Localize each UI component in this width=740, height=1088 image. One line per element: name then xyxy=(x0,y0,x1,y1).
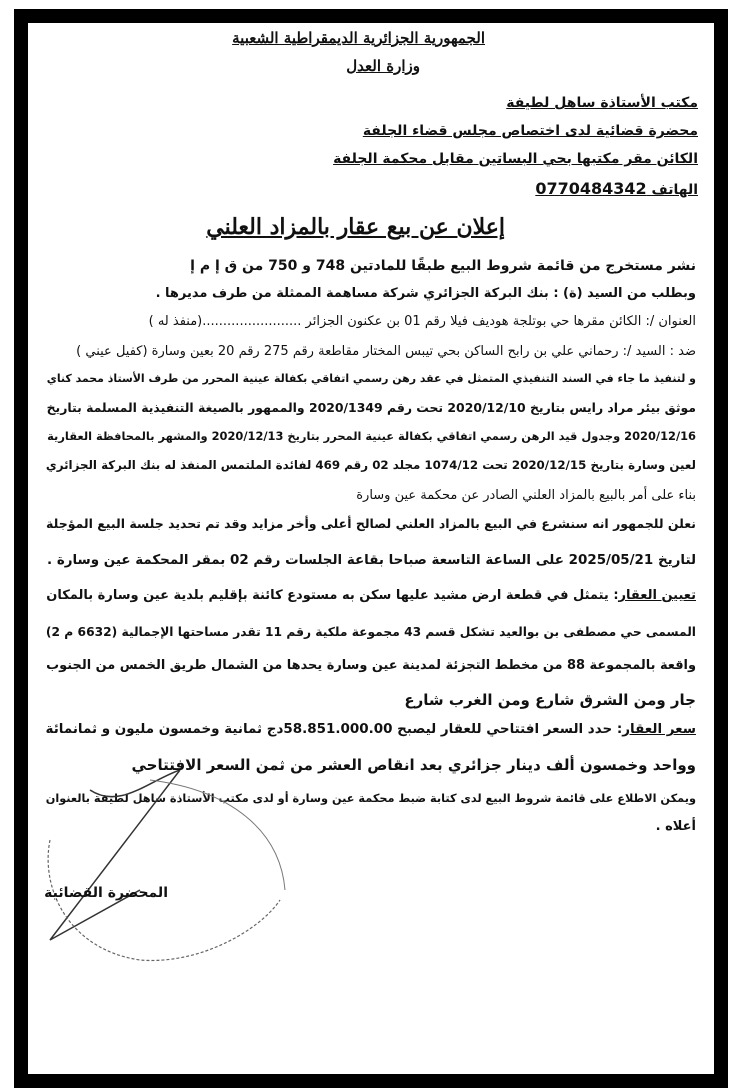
office-name: مكتب الأستاذة ساهل لطيفة xyxy=(506,95,698,111)
body-line-9: بناء على أمر بالبيع بالمزاد العلني الصادر عن محكمة عين وسارة xyxy=(356,488,696,503)
document-frame xyxy=(14,9,728,1088)
property-description-line-4: جار ومن الشرق شارع ومن الغرب شارع xyxy=(404,691,696,709)
property-label: تعيين العقار xyxy=(618,588,696,603)
consultation-line-1: ويمكن الاطلاع على قائمة شروط البيع لدى كتابة ضبط محكمة عين وسارة أو لدى مكتب الأستاذة ساهل لطيفة بالعنوان xyxy=(45,792,696,805)
consultation-line-2: أعلاه . xyxy=(655,819,696,834)
body-line-3: العنوان /: الكائن مقرها حي بوتلجة هوديف فيلا رقم 01 بن عكنون الجزائر ........................(منفذ له ) xyxy=(148,314,696,329)
body-line-4: ضد : السيد /: رحماني علي بن رابح الساكن بحي تيبس المختار مقاطعة رقم 275 رقم 20 بعين وسارة (كفيل عيني ) xyxy=(76,344,696,359)
price-text: : حدد السعر افتتاحي للعقار ليصبح 58.851.000.00دج ثمانية وخمسون مليون و ثمانمائة xyxy=(45,721,623,737)
property-description-line-2: المسمى حي مصطفى بن بوالعيد تشكل قسم 43 مجموعة ملكية رقم 11 تقدر مساحتها الإجمالية (6632 م 2) xyxy=(45,625,696,639)
price-label: سعر العقار xyxy=(622,721,696,737)
property-description-line-3: واقعة بالمجموعة 88 من مخطط التجزئة لمدينة عين وسارة يحدها من الشمال طريق الخمس من الجنوب xyxy=(46,658,696,673)
announcement-line-1: نعلن للجمهور انه سنشرع في البيع بالمزاد العلني لصالح أعلى وأخر مزايد وقد تم تحديد جلسة البيع المؤجلة xyxy=(46,516,696,531)
document-title: إعلان عن بيع عقار بالمزاد العلني xyxy=(206,214,505,240)
signature-label: المحضرة القضائية xyxy=(44,885,168,901)
body-line-6: موثق بيئر مراد رايس بتاريخ 2020/12/10 تحت رقم 2020/1349 والممهور بالصيغة التنفيذية المسلمة بتاريخ xyxy=(46,400,696,415)
price-line-2: وواحد وخمسون ألف دينار جزائري بعد انقاص العشر من ثمن السعر الافتتاحي xyxy=(131,756,696,774)
ministry-heading: وزارة العدل xyxy=(346,57,420,75)
office-jurisdiction: محضرة قضائية لدى اختصاص مجلس قضاء الجلفة xyxy=(362,123,698,139)
phone-label: الهاتف xyxy=(651,182,698,198)
body-line-2: وبطلب من السيد (ة) : بنك البركة الجزائري شركة مساهمة الممثلة من طرف مديرها . xyxy=(155,286,696,301)
price-line-1 xyxy=(46,722,696,737)
body-line-5: و لتنفيذ ما جاء في السند التنفيذي المتمثل في عقد رهن رسمي اتفاقي بكفالة عينية المحرر من طرف الأستاذ محمد كناي xyxy=(46,372,696,385)
body-line-1: نشر مستخرج من قائمة شروط البيع طبقًا للمادتين 748 و 750 من ق إ م إ xyxy=(190,258,696,274)
office-phone-line xyxy=(535,180,698,198)
announcement-line-2: لتاريخ 2025/05/21 على الساعة التاسعة صباحا بقاعة الجلسات رقم 02 بمقر المحكمة عين وسارة . xyxy=(47,553,696,568)
property-description-line-1 xyxy=(46,589,696,604)
office-address: الكائن مقر مكتبها بحي البساتين مقابل محكمة الجلفة xyxy=(333,151,698,167)
phone-number: 0770484342 xyxy=(535,179,647,198)
property-text: : يتمثل في قطعة ارض مشيد عليها سكن به مستودع كائنة بإقليم بلدية عين وسارة بالمكان xyxy=(46,588,619,603)
body-line-8: لعين وسارة بتاريخ 2020/12/15 تحت 1074/12 مجلد 02 رقم 469 لفائدة الملتمس المنفذ له بنك البركة الجزائري xyxy=(45,458,696,472)
republic-heading: الجمهورية الجزائرية الديمقراطية الشعبية xyxy=(232,29,485,47)
body-line-7: 2020/12/16 وجدول قيد الرهن رسمي اتفاقي بكفالة عينية المحرر بتاريخ 2020/12/13 والمشهر بالمحافظة العقارية xyxy=(47,429,696,443)
